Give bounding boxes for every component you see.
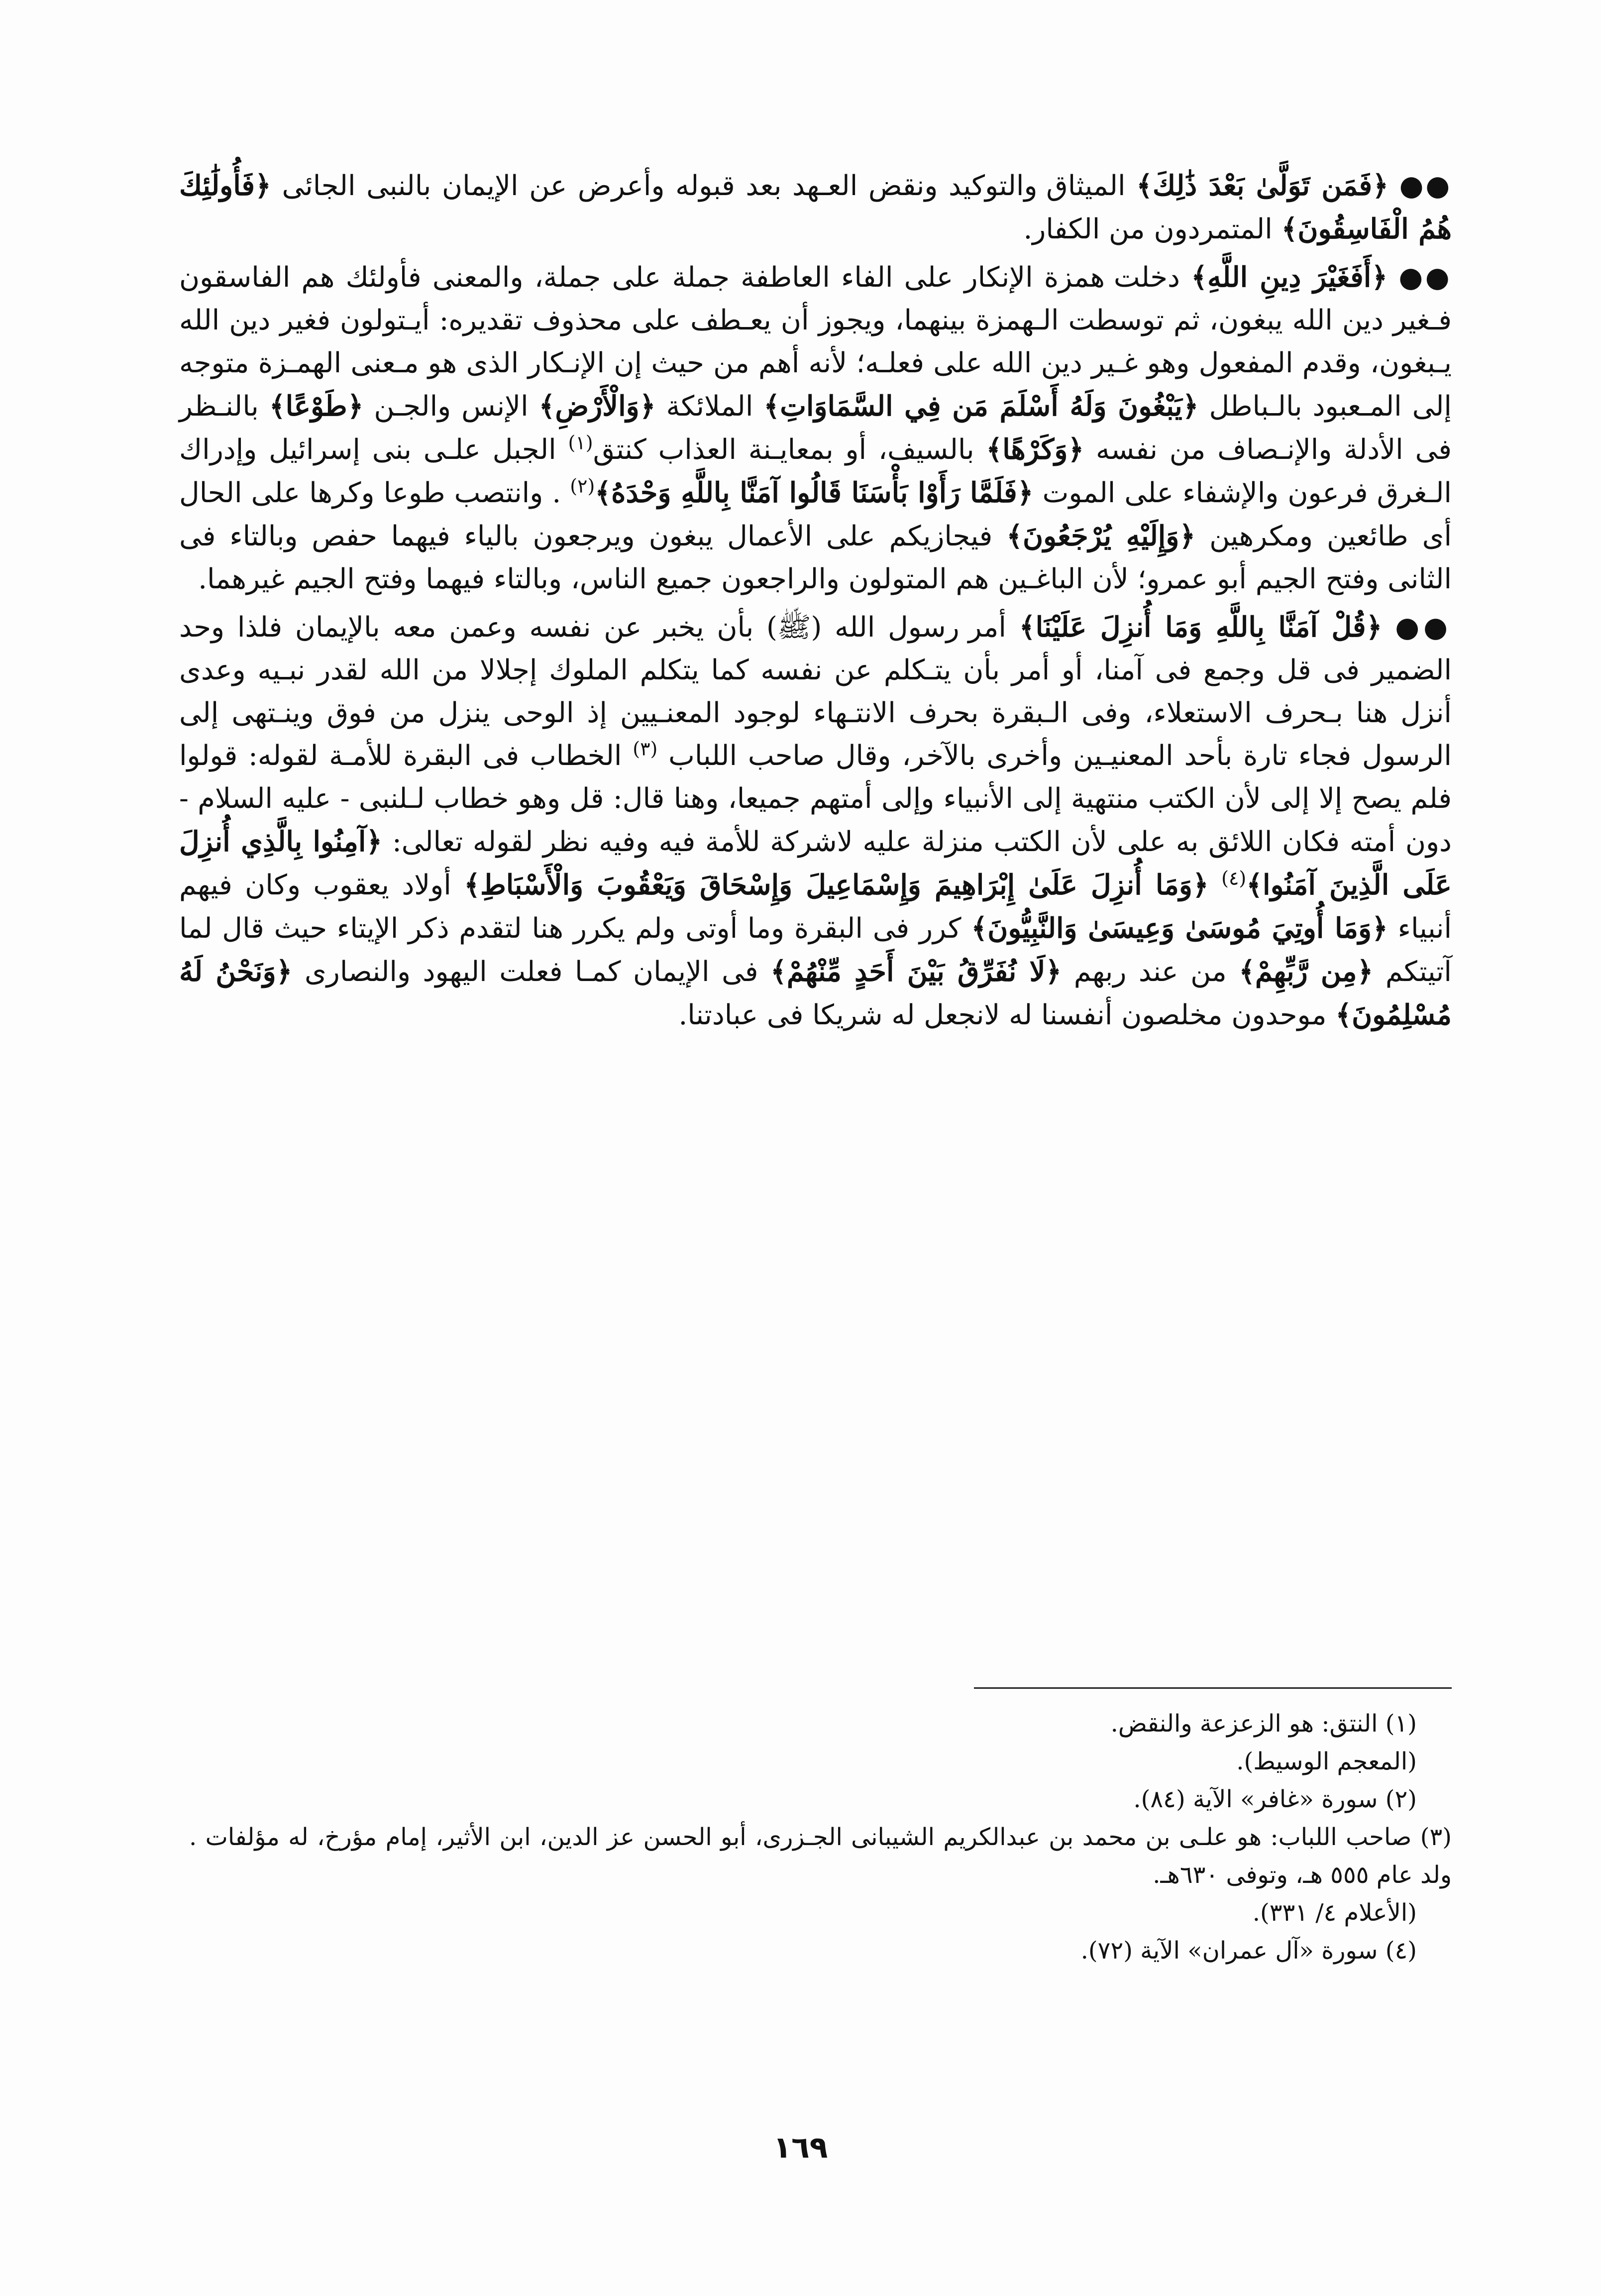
commentary-text: الإنس والجـن [363, 390, 529, 423]
quran-quote: ﴿قُلْ آمَنَّا بِاللَّهِ وَمَا أُنزِلَ عَلَيْنَا﴾ [1019, 611, 1383, 644]
footnote-2: (٢) سورة «غافر» الآية (٨٤). [1133, 1785, 1417, 1813]
quran-quote: ﴿وَنَحْنُ لَهُ مُسْلِمُونَ﴾ [179, 955, 1452, 1031]
quran-quote: ﴿وَإِلَيْهِ يُرْجَعُونَ﴾ [1006, 520, 1196, 552]
footnote-1: (١) النتق: هو الزعزعة والنقض. [1110, 1710, 1417, 1738]
paragraph-1 [179, 164, 1452, 251]
commentary-text: أمر رسول الله (ﷺ) بأن يخبر عن نفسه وعمن معه بالإيمان فلذا وحد الضمير فى قل وجمع فى آمنا، أو أمر بأن يتـكلم عن نفسه كما يتكلم الملوك إجلالا من الله لقدر نبـيه وعدى أنزل هنا بـحرف الاستعلاء، وفى الـبقرة بحرف الانتـهاء لوجود المعنـيين إذ الوحى ينزل من فوق وينـتهى إلى الرسول فجاء تارة بأحد المعنيـين وأخرى بالآخر، وقال صاحب اللباب [179, 611, 1452, 772]
commentary-text: الجبل علـى بنى إسرائيل وإدراك الـغرق فرعون والإشفاء على الموت [179, 434, 1452, 509]
paragraph-2 [179, 256, 1452, 601]
quran-quote: ﴿مِن رَّبِّهِمْ﴾ [1239, 955, 1374, 988]
commentary-text: من عند ربهم [1062, 956, 1227, 988]
footnote-3-source: (الأعلام ٤/ ٣٣١). [1252, 1899, 1417, 1927]
footnote-marker[interactable]: (٢) [570, 475, 595, 497]
quran-quote: ﴿يَبْغُونَ وَلَهُ أَسْلَمَ مَن فِي السَّمَاوَاتِ﴾ [763, 390, 1199, 423]
quran-quote: ﴿لَا نُفَرِّقُ بَيْنَ أَحَدٍ مِّنْهُمْ﴾ [770, 955, 1062, 988]
quran-quote: ﴿وَمَا أُنزِلَ عَلَىٰ إِبْرَاهِيمَ وَإِسْمَاعِيلَ وَإِسْحَاقَ وَيَعْقُوبَ وَالْأَسْبَاطِ﴾ [464, 869, 1209, 901]
commentary-text: . وانتصب طوعا وكرها على الحال أى طائعين ومكرهين [179, 477, 1452, 552]
commentary-text: فيجازيكم على الأعمال يبغون ويرجعون بالياء فيهما حفص وبالتاء فى الثانى وفتح الجيم أبو عمرو؛ لأن الباغـين هم المتولون والراجعون جميع الناس، وبالتاء فيهما وفتح الجيم غيرهما. [179, 520, 1452, 595]
footnote-marker[interactable]: (٣) [633, 738, 658, 760]
commentary-text: كرر فى البقرة وما أوتى ولم يكرر هنا لتقدم ذكر الإيتاء حيث قال لما آتيتكم [179, 912, 1452, 988]
page-number: ١٦٩ [773, 2130, 828, 2165]
footnote-3: (٣) صاحب اللباب: هو علـى بن محمد بن عبدالكريم الشيبانى الجـزرى، أبو الحسن عز الدين، ابن الأثير، إمام مؤرخ، له مؤلفات . ولد عام ٥٥٥ هـ، وتوفى ٦٣٠هـ. [189, 1823, 1452, 1889]
paragraph-bullet: ●● [1399, 169, 1452, 202]
paragraph-bullet: ●● [1398, 261, 1452, 294]
commentary-text: موحدون مخلصون أنفسنا له لانجعل له شريكا فى عبادتنا. [678, 999, 1327, 1031]
footnote-marker[interactable]: (١) [568, 432, 593, 454]
quran-quote: ﴿فَلَمَّا رَأَوْا بَأْسَنَا قَالُوا آمَنَّا بِاللَّهِ وَحْدَهُ﴾ [595, 476, 1034, 509]
paragraph-bullet: ●● [1395, 611, 1452, 644]
commentary-text: الخطاب فى البقرة للأمـة لقوله: قولوا فلم يصح إلا إلى لأن الكتب منتهية إلى الأنبياء وإلى أمتهم جميعا، وهنا قال: قل وهو خطاب لـلنبى - عليه السلام - دون أمته فكان اللائق به على لأن الكتب منزلة عليه لاشركة للأمة فيه وفيه نظر لقوله تعالى: [179, 740, 1452, 858]
footnotes-section [189, 1705, 1452, 1969]
quran-quote: ﴿فَأُولَٰئِكَ هُمُ الْفَاسِقُونَ﴾ [179, 169, 1452, 245]
commentary-text: بالنـظر فى الأدلة والإنـصاف من نفسه [179, 390, 1452, 466]
footnote-divider [974, 1687, 1452, 1689]
commentary-text: المتمردون من الكفار. [1023, 213, 1273, 245]
commentary-text: أولاد يعقوب وكان فيهم أنبياء [179, 869, 1452, 945]
quran-quote: ﴿وَمَا أُوتِيَ مُوسَىٰ وَعِيسَىٰ وَالنَّبِيُّونَ﴾ [971, 912, 1388, 945]
footnote-1-source: (المعجم الوسيط). [1236, 1748, 1417, 1775]
quran-quote: ﴿آمِنُوا بِالَّذِي أُنزِلَ عَلَى الَّذِينَ آمَنُوا﴾ [179, 825, 1452, 901]
quran-quote: ﴿وَالْأَرْضِ﴾ [538, 390, 656, 423]
quran-quote: ﴿وَكَرْهًا﴾ [986, 433, 1084, 466]
commentary-text: دخلت همزة الإنكار على الفاء العاطفة جملة على جملة، والمعنى فأولئك هم الفاسقون فـغير دين الله يبغون، ثم توسطت الـهمزة بينهما، ويجوز أن يعـطف على محذوف تقديره: أيـتولون فغير دين الله يـبغون، وقدم المفعول وهو غـير دين الله على فعلـه؛ لأنه أهم من حيث إن الإنـكار الذى هو مـعنى الهمـزة متوجه إلى المـعبود بالـباطل [179, 261, 1452, 423]
footnote-4: (٤) سورة «آل عمران» الآية (٧٢). [1080, 1937, 1417, 1965]
commentary-text: فى الإيمان كمـا فعلت اليهود والنصارى [292, 956, 758, 988]
commentary-text: بالسيف، أو بمعايـنة العذاب كنتق [593, 434, 974, 466]
quran-quote: ﴿فَمَن تَوَلَّىٰ بَعْدَ ذَٰلِكَ﴾ [1136, 169, 1389, 202]
quran-quote: ﴿أَفَغَيْرَ دِينِ اللَّهِ﴾ [1191, 261, 1388, 294]
commentary-text: الملائكة [655, 390, 753, 423]
main-text-body [179, 164, 1452, 1042]
commentary-text: الميثاق والتوكيد ونقض العـهد بعد قبوله وأعرض عن الإيمان بالنبى الجائى [271, 170, 1126, 202]
paragraph-3 [179, 606, 1452, 1037]
footnote-marker[interactable]: (٤) [1221, 867, 1247, 889]
quran-quote: ﴿طَوْعًا﴾ [269, 390, 364, 423]
